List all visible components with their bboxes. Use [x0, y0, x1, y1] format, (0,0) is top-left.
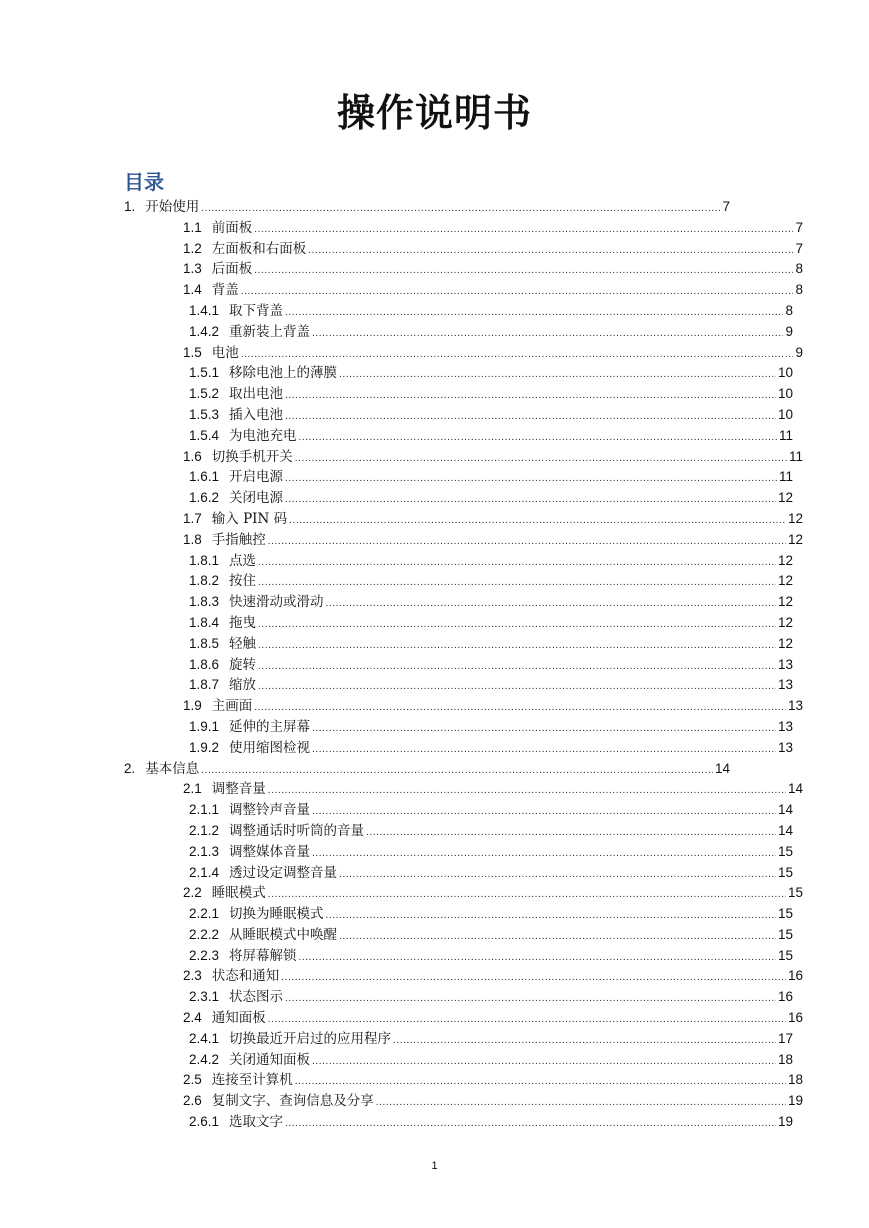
toc-entry[interactable] [124, 343, 803, 364]
page-number: 1 [431, 1160, 438, 1172]
toc-entry-page: 9 [785, 323, 793, 339]
toc-entry-number: 2.2 [183, 885, 202, 901]
toc-entry-text: 将屏幕解锁 [229, 947, 297, 964]
toc-entry[interactable] [124, 842, 793, 863]
toc-entry-text: 调整铃声音量 [229, 802, 311, 819]
toc-entry-number: 1.8.3 [189, 594, 220, 610]
toc-entry-text: 连接至计算机 [211, 1072, 293, 1089]
toc-entry-number: 1.8.4 [189, 614, 220, 630]
toc-entry-page: 12 [777, 614, 793, 630]
toc-entry[interactable] [124, 675, 793, 696]
toc-entry[interactable] [124, 384, 793, 405]
table-of-contents [124, 197, 803, 1133]
toc-entry-page: 18 [777, 1051, 793, 1067]
toc-entry-text: 取出电池 [229, 386, 284, 403]
toc-entry-page: 8 [795, 261, 803, 277]
toc-entry-text: 通知面板 [211, 1010, 266, 1027]
toc-entry-label [183, 966, 279, 987]
toc-entry-number: 1.3 [183, 261, 202, 277]
toc-leader-dots [254, 698, 786, 719]
toc-entry[interactable] [124, 488, 793, 509]
toc-entry-label [189, 405, 283, 426]
toc-entry-label [189, 738, 310, 759]
toc-entry-text: 拖曳 [229, 614, 257, 631]
toc-entry-number: 1.8.5 [189, 635, 220, 651]
toc-entry-number: 2.1.4 [189, 864, 220, 880]
toc-entry-number: 2.6 [183, 1093, 202, 1109]
toc-leader-dots [201, 199, 720, 220]
toc-entry-label [189, 551, 256, 572]
toc-entry-label [189, 384, 283, 405]
toc-entry-page: 7 [722, 199, 730, 214]
toc-leader-dots [285, 303, 783, 324]
toc-leader-dots [254, 220, 793, 241]
toc-leader-dots [201, 761, 713, 782]
toc-entry-number: 2.6.1 [189, 1114, 220, 1130]
toc-entry-number: 1.2 [183, 240, 202, 256]
toc-entry-page: 17 [777, 1030, 793, 1046]
toc-entry-page: 15 [777, 843, 793, 859]
toc-entry-page: 16 [777, 989, 793, 1005]
toc-entry-page: 12 [787, 510, 803, 526]
toc-leader-dots [376, 1093, 786, 1114]
toc-entry[interactable] [124, 1050, 793, 1071]
toc-leader-dots [285, 1114, 776, 1135]
toc-entry-number: 2.2.1 [189, 906, 220, 922]
toc-entry[interactable] [124, 863, 793, 884]
toc-entry-number: 2.5 [183, 1072, 202, 1088]
toc-entry[interactable] [124, 800, 793, 821]
toc-entry-page: 19 [787, 1093, 803, 1109]
toc-entry-text: 开始使用 [145, 199, 200, 215]
toc-entry-text: 调整媒体音量 [229, 843, 311, 860]
toc-entry-label [189, 717, 310, 738]
toc-entry[interactable] [124, 405, 793, 426]
toc-entry-label [124, 759, 199, 780]
toc-leader-dots [258, 615, 776, 636]
toc-entry-text: 左面板和右面板 [211, 240, 307, 257]
toc-entry-number: 1.4.1 [189, 302, 220, 318]
toc-leader-dots [285, 386, 776, 407]
toc-entry-text: 基本信息 [145, 760, 200, 777]
toc-leader-dots [312, 740, 776, 761]
toc-entry[interactable] [124, 509, 803, 530]
toc-entry-page: 15 [777, 906, 793, 922]
toc-entry[interactable] [124, 1091, 803, 1112]
toc-entry-text: 状态和通知 [211, 968, 280, 985]
toc-entry-page: 14 [787, 781, 803, 797]
toc-entry-number: 2.4 [183, 1010, 202, 1026]
toc-entry-label [189, 863, 337, 884]
toc-entry[interactable] [124, 1029, 793, 1050]
toc-entry-number: 1.6.1 [189, 469, 220, 485]
toc-entry-label [189, 634, 256, 655]
toc-leader-dots [258, 657, 776, 678]
toc-entry-number: 1.5.3 [189, 406, 220, 422]
toc-leader-dots [285, 989, 776, 1010]
toc-entry-label [189, 842, 310, 863]
toc-leader-dots [268, 1010, 786, 1031]
toc-entry-number: 1.7 [183, 510, 202, 526]
toc-entry-page: 10 [777, 406, 793, 422]
toc-entry-text: 睡眠模式 [211, 885, 266, 902]
toc-entry-page: 14 [777, 802, 793, 818]
toc-leader-dots [366, 823, 776, 844]
toc-heading: 目录 [124, 170, 164, 194]
toc-entry[interactable] [124, 883, 803, 904]
toc-entry-number: 1.5 [183, 344, 202, 360]
toc-entry-page: 10 [777, 365, 793, 381]
toc-entry-page: 11 [778, 427, 793, 443]
toc-entry[interactable] [124, 426, 793, 447]
toc-entry[interactable] [124, 717, 793, 738]
toc-entry-page: 11 [778, 469, 793, 485]
toc-entry[interactable] [124, 821, 793, 842]
toc-entry-text: 使用缩图检视 [229, 739, 311, 756]
toc-entry[interactable] [124, 592, 793, 613]
toc-entry-text: 复制文字、查询信息及分享 [211, 1093, 374, 1110]
toc-leader-dots [393, 1031, 776, 1052]
toc-entry-page: 15 [787, 885, 803, 901]
toc-entry[interactable] [124, 634, 793, 655]
toc-entry-label [124, 197, 199, 218]
toc-entry-page: 12 [777, 552, 793, 568]
toc-entry[interactable] [124, 966, 803, 987]
toc-entry[interactable] [124, 447, 803, 468]
toc-entry-page: 14 [714, 760, 730, 776]
toc-leader-dots [258, 573, 776, 594]
toc-entry-number: 2.1.1 [189, 802, 220, 818]
toc-entry-number: 1.4 [183, 282, 202, 298]
toc-entry[interactable] [124, 904, 793, 925]
toc-entry-text: 透过设定调整音量 [229, 864, 338, 881]
toc-entry-number: 1.5.1 [189, 365, 220, 381]
toc-entry-number: 1.9 [183, 698, 202, 714]
toc-entry-page: 12 [777, 635, 793, 651]
toc-leader-dots [268, 781, 786, 802]
toc-entry-number: 1.1 [183, 219, 202, 235]
toc-entry[interactable] [124, 946, 793, 967]
toc-entry-label [189, 925, 337, 946]
toc-entry[interactable] [124, 551, 793, 572]
toc-entry-page: 11 [788, 448, 803, 464]
toc-leader-dots [289, 511, 786, 532]
toc-entry[interactable] [124, 571, 793, 592]
toc-leader-dots [312, 802, 776, 823]
toc-entry-label [189, 363, 337, 384]
toc-entry[interactable] [124, 613, 793, 634]
toc-entry-text: 切换最近开启过的应用程序 [229, 1030, 392, 1047]
toc-entry-text: 缩放 [229, 677, 257, 694]
toc-entry[interactable] [124, 738, 793, 759]
toc-entry[interactable] [124, 259, 803, 280]
toc-entry-text: 关闭通知面板 [229, 1051, 311, 1068]
toc-leader-dots [268, 532, 786, 553]
toc-entry-page: 14 [777, 822, 793, 838]
toc-entry-text: 按住 [229, 573, 257, 590]
toc-entry[interactable] [124, 987, 793, 1008]
toc-entry[interactable] [124, 239, 803, 260]
toc-entry[interactable] [124, 218, 803, 239]
toc-entry-text: 旋转 [229, 656, 257, 673]
toc-entry-page: 7 [795, 219, 803, 235]
toc-entry-label [189, 592, 324, 613]
toc-entry[interactable] [124, 779, 803, 800]
toc-entry[interactable] [124, 1070, 803, 1091]
toc-entry[interactable] [124, 280, 803, 301]
toc-entry-number: 2.2.2 [189, 926, 220, 942]
toc-entry-text: 切换为睡眠模式 [229, 906, 324, 923]
toc-leader-dots [339, 927, 776, 948]
toc-leader-dots [295, 1072, 786, 1093]
toc-entry-text: 主画面 [211, 698, 253, 715]
toc-entry-number: 1.9.2 [189, 739, 220, 755]
toc-entry[interactable] [124, 696, 803, 717]
toc-entry-number: 1.9.1 [189, 718, 220, 734]
toc-entry-number: 2.3 [183, 968, 202, 984]
toc-entry-number: 1.6.2 [189, 490, 220, 506]
toc-entry-number: 1.4.2 [189, 323, 220, 339]
toc-entry-label [183, 883, 266, 904]
toc-entry-label [189, 1112, 283, 1133]
toc-entry-text: 调整通话时听筒的音量 [229, 822, 365, 839]
toc-entry-page: 12 [787, 531, 803, 547]
toc-entry-text: 选取文字 [229, 1114, 284, 1131]
toc-leader-dots [281, 968, 786, 989]
toc-entry-page: 9 [795, 344, 803, 360]
toc-entry-page: 8 [795, 282, 803, 298]
toc-entry-label [189, 322, 310, 343]
toc-entry-label [189, 467, 283, 488]
toc-leader-dots [295, 449, 787, 470]
toc-entry-number: 2. [124, 760, 136, 776]
toc-entry-number: 1. [124, 199, 136, 214]
toc-entry-label [189, 675, 256, 696]
toc-leader-dots [258, 677, 776, 698]
toc-entry-label [183, 509, 287, 530]
toc-entry[interactable] [124, 1112, 793, 1133]
toc-entry-label [183, 1008, 266, 1029]
toc-entry-page: 15 [777, 947, 793, 963]
toc-entry-page: 8 [785, 302, 793, 318]
toc-leader-dots [299, 948, 776, 969]
toc-entry-page: 13 [777, 677, 793, 693]
toc-entry-label [189, 946, 297, 967]
toc-leader-dots [312, 1052, 776, 1073]
toc-entry-page: 16 [787, 1010, 803, 1026]
toc-entry-page: 15 [777, 926, 793, 942]
toc-entry-text: 后面板 [211, 261, 253, 278]
toc-entry-label [189, 613, 256, 634]
toc-entry-label [189, 655, 256, 676]
toc-entry-page: 12 [777, 490, 793, 506]
toc-entry-label [183, 343, 239, 364]
toc-entry-label [183, 280, 239, 301]
toc-entry-page: 12 [777, 573, 793, 589]
toc-entry-label [189, 904, 324, 925]
toc-entry-text: 点选 [229, 552, 257, 569]
toc-entry-label [183, 1091, 374, 1112]
toc-entry-page: 12 [777, 594, 793, 610]
toc-leader-dots [339, 865, 776, 886]
toc-entry-number: 2.1.2 [189, 822, 220, 838]
toc-entry-label [183, 218, 252, 239]
toc-leader-dots [254, 261, 793, 282]
toc-entry-page: 16 [787, 968, 803, 984]
toc-entry-label [183, 259, 252, 280]
toc-entry-text: 背盖 [211, 282, 239, 299]
toc-entry-label [189, 426, 297, 447]
toc-entry-label [189, 1050, 310, 1071]
toc-leader-dots [299, 428, 777, 449]
toc-entry-page: 13 [777, 739, 793, 755]
toc-leader-dots [258, 636, 776, 657]
toc-entry-label [183, 239, 306, 260]
document-title: 操作说明书 [336, 90, 532, 135]
toc-entry-number: 1.8.2 [189, 573, 220, 589]
toc-entry-page: 15 [777, 864, 793, 880]
toc-entry-page: 7 [795, 240, 803, 256]
toc-entry[interactable] [124, 759, 730, 780]
toc-leader-dots [285, 490, 776, 511]
toc-entry[interactable] [124, 925, 793, 946]
toc-entry-text: 插入电池 [229, 406, 284, 423]
toc-leader-dots [308, 241, 793, 262]
toc-leader-dots [241, 345, 794, 366]
toc-entry-number: 1.8.1 [189, 552, 220, 568]
toc-entry-label [183, 779, 266, 800]
toc-entry-label [189, 987, 283, 1008]
toc-leader-dots [312, 844, 776, 865]
toc-entry-number: 1.8.7 [189, 677, 220, 693]
toc-leader-dots [285, 469, 777, 490]
toc-entry-number: 2.2.3 [189, 947, 220, 963]
toc-entry-number: 2.4.1 [189, 1030, 220, 1046]
toc-entry[interactable] [124, 301, 793, 322]
toc-entry-text: 移除电池上的薄膜 [229, 365, 338, 382]
toc-leader-dots [339, 365, 776, 386]
toc-entry-text: 开启电源 [229, 469, 284, 486]
toc-entry-number: 1.5.4 [189, 427, 220, 443]
toc-entry-number: 2.1.3 [189, 843, 220, 859]
toc-entry-text: 切换手机开关 [211, 448, 293, 465]
toc-entry-text: 轻触 [229, 635, 257, 652]
toc-entry[interactable] [124, 1008, 803, 1029]
toc-entry[interactable] [124, 467, 793, 488]
toc-leader-dots [326, 594, 776, 615]
toc-entry[interactable] [124, 322, 793, 343]
toc-entry-text: 调整音量 [211, 781, 266, 798]
toc-entry-label [189, 1029, 391, 1050]
toc-entry-text: 状态图示 [229, 989, 284, 1006]
toc-entry-text: 为电池充电 [229, 427, 297, 444]
toc-entry[interactable] [124, 655, 793, 676]
toc-entry-text: 输入 PIN 码 [211, 510, 288, 527]
toc-entry-label [183, 696, 252, 717]
toc-entry-page: 13 [787, 698, 803, 714]
toc-entry-page: 10 [777, 386, 793, 402]
toc-entry-text: 从睡眠模式中唤醒 [229, 926, 338, 943]
toc-entry-number: 1.6 [183, 448, 202, 464]
toc-entry-number: 1.5.2 [189, 386, 220, 402]
toc-entry-text: 前面板 [211, 219, 253, 236]
toc-entry-page: 18 [787, 1072, 803, 1088]
toc-leader-dots [312, 324, 783, 345]
toc-leader-dots [285, 407, 776, 428]
toc-leader-dots [258, 553, 776, 574]
toc-entry-text: 关闭电源 [229, 490, 284, 507]
toc-leader-dots [241, 282, 794, 303]
toc-entry-label [189, 488, 283, 509]
toc-entry[interactable] [124, 197, 730, 218]
toc-entry-number: 2.4.2 [189, 1051, 220, 1067]
toc-entry-text: 电池 [211, 344, 239, 361]
toc-entry-label [183, 1070, 293, 1091]
toc-leader-dots [312, 719, 776, 740]
toc-entry-label [183, 530, 266, 551]
toc-entry-text: 延伸的主屏幕 [229, 718, 311, 735]
toc-entry-number: 1.8.6 [189, 656, 220, 672]
toc-entry-number: 1.8 [183, 531, 202, 547]
toc-entry-label [183, 447, 293, 468]
toc-leader-dots [326, 906, 776, 927]
toc-entry-page: 13 [777, 656, 793, 672]
toc-entry-page: 13 [777, 718, 793, 734]
toc-entry-number: 2.1 [183, 781, 202, 797]
toc-entry-text: 重新装上背盖 [229, 323, 311, 340]
toc-entry-label [189, 821, 364, 842]
toc-entry-page: 19 [777, 1114, 793, 1130]
toc-entry-text: 取下背盖 [229, 302, 284, 319]
toc-entry[interactable] [124, 530, 803, 551]
toc-entry-text: 快速滑动或滑动 [229, 594, 324, 611]
toc-entry-label [189, 800, 310, 821]
toc-entry-label [189, 571, 256, 592]
toc-entry-text: 手指触控 [211, 531, 266, 548]
toc-leader-dots [268, 885, 786, 906]
toc-entry-label [189, 301, 283, 322]
toc-entry-number: 2.3.1 [189, 989, 220, 1005]
toc-entry[interactable] [124, 363, 793, 384]
